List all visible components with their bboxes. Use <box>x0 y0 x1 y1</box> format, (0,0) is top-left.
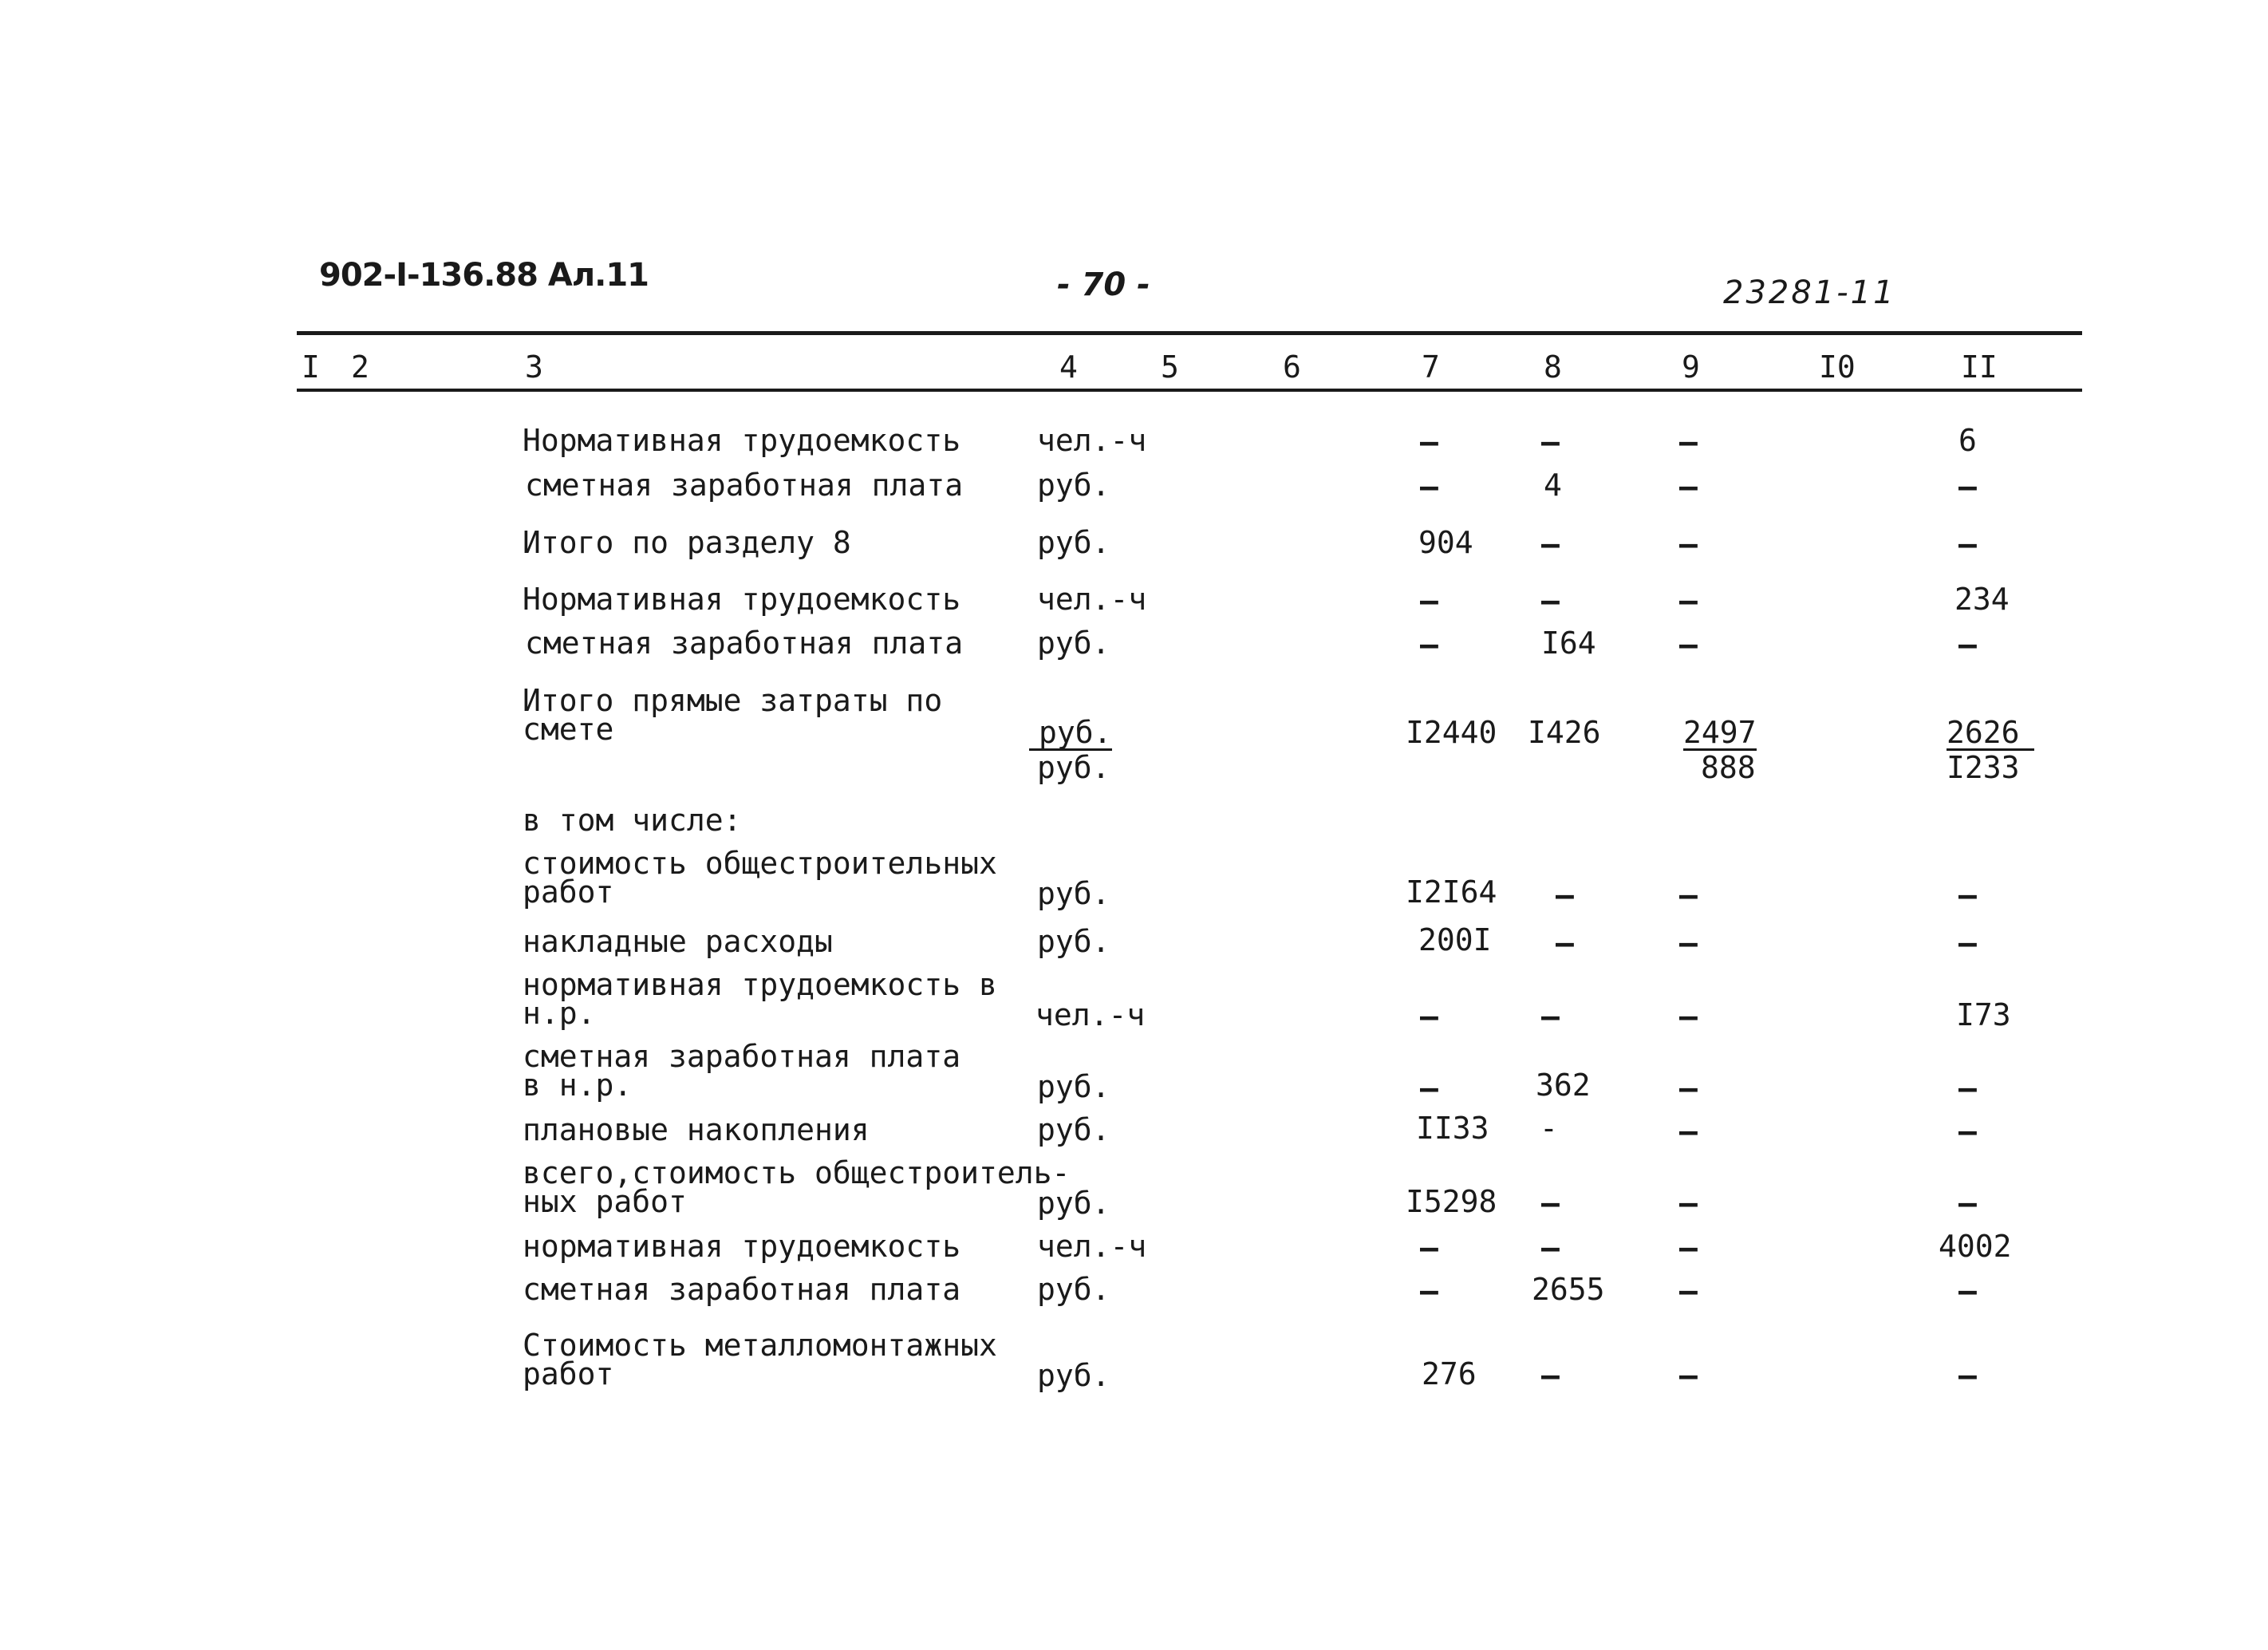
cell-col11: – <box>1958 1186 1977 1221</box>
cell-col9: – <box>1679 627 1698 662</box>
row-label-line1: сметная заработная плата <box>523 1039 961 1074</box>
cell-col11: – <box>1958 878 1977 913</box>
row-unit: руб. <box>1037 1069 1110 1104</box>
row-unit: руб. <box>1037 626 1110 661</box>
cell-col11: – <box>1958 1071 1977 1106</box>
cell-col7: – <box>1420 627 1438 662</box>
row-label: сметная заработная плата <box>525 468 964 503</box>
row-label: нормативная трудоемкость <box>523 1229 961 1264</box>
cell-col7: – <box>1420 1230 1438 1265</box>
row-unit: руб. <box>1029 718 1112 751</box>
cell-col8: I426 <box>1528 715 1601 750</box>
col-number-4: 4 <box>1059 349 1078 385</box>
cell-col9: – <box>1679 999 1698 1034</box>
row-unit: руб. <box>1037 468 1110 503</box>
col-number-8: 8 <box>1544 349 1562 385</box>
cell-col7: 200I <box>1418 922 1492 957</box>
cell-col8: – <box>1556 926 1574 961</box>
row-unit: чел.-ч <box>1037 582 1147 617</box>
col-number-3: 3 <box>525 349 543 385</box>
col-number-11: II <box>1961 349 1998 385</box>
row-label: Нормативная трудоемкость <box>523 423 961 458</box>
cell-col9: – <box>1679 878 1698 913</box>
row-label: сметная заработная плата <box>525 626 964 661</box>
cell-col7: I2I64 <box>1406 874 1497 910</box>
row-label-line2: ных работ <box>523 1184 687 1219</box>
cell-col11-denominator: I233 <box>1947 750 2020 785</box>
cell-col11: 4002 <box>1939 1229 2012 1264</box>
cell-col8: 4 <box>1544 468 1562 503</box>
cell-col11: – <box>1958 1273 1977 1309</box>
row-label-line2: в н.р. <box>523 1068 633 1103</box>
cell-col9: – <box>1679 527 1698 562</box>
row-unit: руб. <box>1037 1112 1110 1147</box>
row-label-line1: всего,стоимость общестроитель- <box>523 1155 1071 1190</box>
cell-col11: – <box>1958 469 1977 504</box>
cell-col7: 904 <box>1418 525 1473 560</box>
cell-col9: – <box>1679 1186 1698 1221</box>
row-label: плановые накопления <box>523 1112 870 1147</box>
col-number-5: 5 <box>1161 349 1179 385</box>
row-unit: руб. <box>1037 924 1110 959</box>
cell-col7: I5298 <box>1406 1184 1497 1219</box>
row-unit: руб. <box>1037 1186 1110 1221</box>
cell-col7: – <box>1420 469 1438 504</box>
row-label-line1: Стоимость металломонтажных <box>523 1328 997 1363</box>
cell-col8: – <box>1541 999 1560 1034</box>
row-label: сметная заработная плата <box>523 1272 961 1307</box>
row-label-line1: Итого прямые затраты по <box>523 683 943 718</box>
col-number-6: 6 <box>1283 349 1301 385</box>
cell-col9: – <box>1679 1114 1698 1149</box>
cell-col7: I2440 <box>1406 715 1497 750</box>
cell-col8: 2655 <box>1532 1272 1605 1307</box>
col-number-2: 2 <box>351 349 369 385</box>
col-number-10: I0 <box>1819 349 1856 385</box>
cell-col8: – <box>1556 878 1574 913</box>
cell-col9: – <box>1679 1071 1698 1106</box>
cell-col7: – <box>1420 999 1438 1034</box>
cell-col11: 6 <box>1958 423 1977 458</box>
row-unit: чел.-ч <box>1035 997 1146 1032</box>
row-label: Нормативная трудоемкость <box>523 582 961 617</box>
row-label-line1: стоимость общестроительных <box>523 846 997 881</box>
row-unit: руб. <box>1037 1272 1110 1307</box>
col-number-9: 9 <box>1682 349 1700 385</box>
cell-col7: 276 <box>1422 1356 1477 1391</box>
cell-col7: II33 <box>1416 1111 1489 1146</box>
cell-col11-numerator: 2626 <box>1947 718 2034 751</box>
row-label: накладные расходы <box>523 924 833 959</box>
row-label-line1: нормативная трудоемкость в <box>523 967 997 1002</box>
cell-col8: I64 <box>1541 626 1596 661</box>
cell-col9-denominator: 888 <box>1701 750 1756 785</box>
cell-col11: 234 <box>1954 582 2010 617</box>
row-label-line2: смете <box>523 712 614 747</box>
row-unit: руб. <box>1037 876 1110 911</box>
cell-col8: – <box>1541 1186 1560 1221</box>
row-unit: руб. <box>1037 525 1110 560</box>
cell-col8: 362 <box>1536 1068 1591 1103</box>
cell-col8: – <box>1541 527 1560 562</box>
row-label: в том числе: <box>523 803 742 838</box>
row-label: Итого по разделу 8 <box>523 525 851 560</box>
cell-col7: – <box>1420 583 1438 618</box>
cell-col8: - <box>1540 1111 1558 1146</box>
cell-col9: – <box>1679 1358 1698 1393</box>
cell-col7: – <box>1420 1071 1438 1106</box>
cell-col11: – <box>1958 627 1977 662</box>
cell-col7: – <box>1420 424 1438 460</box>
cell-col11: I73 <box>1956 997 2011 1032</box>
cell-col11: – <box>1958 926 1977 961</box>
cell-col7: – <box>1420 1273 1438 1309</box>
col-number-7: 7 <box>1422 349 1440 385</box>
page-number: - 70 - <box>1057 266 1150 303</box>
cell-col9: – <box>1679 1273 1698 1309</box>
document-code: 902-I-136.88 Ал.11 <box>319 257 649 294</box>
row-unit: чел.-ч <box>1037 1229 1147 1264</box>
table-top-rule <box>297 331 2082 335</box>
cell-col9: – <box>1679 583 1698 618</box>
row-unit: чел.-ч <box>1037 423 1147 458</box>
cell-col9: – <box>1679 926 1698 961</box>
archive-number: 23281-11 <box>1723 274 1896 311</box>
cell-col11: – <box>1958 1114 1977 1149</box>
row-label-line2: работ <box>523 874 614 910</box>
cell-col9-numerator: 2497 <box>1683 715 1757 750</box>
row-label-line2: н.р. <box>523 996 596 1031</box>
cell-col8: – <box>1541 583 1560 618</box>
col-number-1: I <box>302 349 320 385</box>
cell-col9: – <box>1679 1230 1698 1265</box>
row-label-line2: работ <box>523 1356 614 1391</box>
cell-col8: – <box>1541 1230 1560 1265</box>
row-unit: руб. <box>1037 1358 1110 1393</box>
cell-col11: – <box>1958 527 1977 562</box>
cell-col8: – <box>1541 1358 1560 1393</box>
cell-col8: – <box>1541 424 1560 460</box>
cell-col9: – <box>1679 424 1698 460</box>
table-header-rule <box>297 389 2082 392</box>
cell-col9: – <box>1679 469 1698 504</box>
cell-col11: – <box>1958 1358 1977 1393</box>
row-unit-second: руб. <box>1037 750 1110 785</box>
